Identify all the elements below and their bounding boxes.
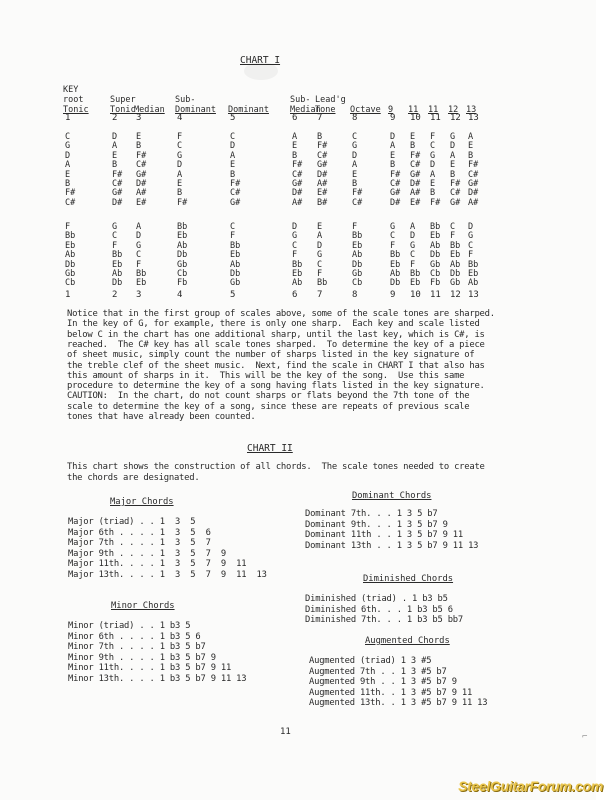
diminished-chord-row: Diminished (triad) . 1 b3 b5: [305, 594, 448, 604]
chart1-cell: D: [177, 160, 183, 171]
chart1-cell: B: [65, 179, 71, 189]
chart1-cell: E#: [136, 197, 147, 208]
dominant-chord-row: Dominant 11th . . 1 3 5 b7 9 11: [305, 530, 463, 541]
chart1-cell: D: [430, 160, 436, 171]
chart1-header-1: KEY: [63, 85, 79, 95]
chart1-cell: A: [430, 169, 436, 180]
chart1-cell: D: [450, 141, 456, 152]
minor-chord-row: Minor 7th . . . . 1 b3 5 b7: [68, 642, 206, 653]
chart1-cell: G: [112, 222, 118, 232]
chart1-cell: Eb: [410, 278, 421, 289]
chart1-cell: D: [390, 132, 396, 142]
chart1-cell: A#: [317, 179, 328, 189]
major-chord-row: Major 9th . . . . 1 3 5 7 9: [68, 548, 226, 559]
chart1-cell: Ab: [177, 240, 188, 251]
note-line: scale to determine the key of a song, since these are repeats of previous scale: [67, 401, 470, 412]
chart1-cell: G: [65, 141, 71, 152]
chart1-cell: G: [292, 231, 298, 242]
chart1-cell: E: [430, 179, 436, 189]
minor-chord-row: Minor 6th . . . . 1 b3 5 6: [68, 631, 201, 642]
chart1-cell: A#: [136, 188, 147, 199]
chart1-header-1: Tonic: [63, 105, 89, 115]
chart1-header-12: 12: [448, 105, 459, 115]
chart1-footer-number: 10: [410, 290, 421, 300]
chart1-cell: A: [468, 132, 474, 142]
chart2-title: CHART II: [247, 443, 293, 454]
chart1-cell: Db: [177, 250, 188, 261]
intro-line: the chords are designated.: [67, 472, 200, 483]
chart1-cell: Bb: [430, 222, 441, 232]
chart1-footer-number: 7: [317, 290, 323, 300]
chart1-cell: C#: [317, 150, 328, 161]
chart1-cell: Fb: [177, 278, 188, 289]
chart1-cell: Bb: [450, 240, 461, 251]
note-line: Notice that in the first group of scales above, some of the scale tones are sharped.: [67, 309, 495, 319]
chart1-cell: G#: [450, 197, 461, 208]
chart1-cell: Ab: [468, 278, 479, 289]
chart1-cell: C: [410, 250, 416, 261]
chart1-cell: E: [230, 160, 236, 171]
chart1-cell: E: [292, 141, 298, 152]
chart1-col-number: 12: [450, 113, 461, 123]
chart1-cell: Eb: [292, 269, 303, 279]
chart1-cell: B: [468, 150, 474, 161]
chart1-cell: C: [352, 132, 358, 142]
chart1-cell: D: [112, 132, 118, 142]
chart1-cell: B: [390, 160, 396, 171]
chart1-cell: F: [65, 222, 71, 232]
chart1-cell: D: [352, 150, 358, 161]
minor-chord-row: Minor 9th . . . . 1 b3 5 b7 9: [68, 652, 216, 663]
chart1-header-3: Median: [134, 105, 165, 115]
chart1-cell: A: [65, 160, 71, 171]
chart1-cell: D#: [317, 169, 328, 180]
chart1-cell: C: [65, 132, 71, 142]
chart1-cell: Eb: [230, 250, 241, 261]
dominant-chord-row: Dominant 7th. . . 1 3 5 b7: [305, 509, 438, 519]
chart1-cell: B: [450, 169, 456, 180]
chart1-cell: Ab: [292, 278, 303, 289]
chart1-cell: Bb: [65, 231, 76, 242]
chart1-cell: B: [230, 169, 236, 180]
chart1-cell: F: [177, 132, 183, 142]
minor-chord-row: Minor 13th. . . . 1 b3 5 b7 9 11 13: [68, 674, 247, 684]
dominant-chord-row: Dominant 13th . . 1 3 5 b7 9 11 13: [305, 540, 479, 551]
chart1-cell: Cb: [352, 278, 363, 289]
chart1-cell: F#: [317, 141, 328, 152]
chart1-cell: Bb: [230, 240, 241, 251]
chart1-cell: E: [410, 132, 416, 142]
chart1-cell: Ab: [352, 250, 363, 261]
chart1-cell: F: [352, 222, 358, 232]
chart1-cell: E: [112, 150, 118, 161]
chart1-cell: Gb: [177, 259, 188, 270]
chart1-cell: D: [65, 150, 71, 161]
chart1-cell: G#: [468, 179, 479, 189]
chart1-cell: F: [430, 132, 436, 142]
diminished-chord-row: Diminished 6th. . . 1 b3 b5 6: [305, 604, 453, 615]
chart1-cell: F#: [65, 188, 76, 199]
chart1-cell: C: [450, 222, 456, 232]
chart1-cell: G: [352, 141, 358, 152]
chart1-footer-number: 1: [65, 290, 71, 300]
chart1-cell: Eb: [468, 269, 479, 279]
chart1-cell: C#: [112, 179, 123, 189]
chart1-cell: Gb: [450, 278, 461, 289]
chart1-cell: Db: [390, 278, 401, 289]
chart1-cell: Ab: [430, 240, 441, 251]
chart1-cell: B: [410, 141, 416, 152]
note-line: this amount of sharps in it. This will be the key of the song. Use this same: [67, 370, 465, 381]
chart1-header-6: Median: [290, 105, 321, 115]
pencil-mark: ⌐: [582, 732, 588, 742]
chart1-header-1: root: [63, 95, 84, 105]
chart1-footer-number: 6: [292, 290, 298, 300]
chart1-cell: Bb: [352, 231, 363, 242]
chart1-cell: A#: [410, 188, 421, 199]
augmented-chord-row: Augmented 9th . . 1 3 #5 b7 9: [309, 677, 457, 688]
chart1-cell: Cb: [430, 269, 441, 279]
chart1-header-7: Lead'g: [315, 95, 346, 105]
major-chord-row: Major 6th . . . . 1 3 5 6: [68, 527, 211, 538]
note-line: In the key of G, for example, there is only one sharp. Each key and scale listed: [67, 319, 480, 330]
note-line: below C in the chart has one additional sharp, until the last key, which is C#, is: [67, 329, 485, 340]
chart1-cell: B: [352, 179, 358, 189]
chart1-cell: D#: [136, 179, 147, 189]
chart1-cell: B: [136, 141, 142, 152]
chart1-cell: Cb: [65, 278, 76, 289]
dominant-chords-title: Dominant Chords: [352, 491, 432, 501]
chart1-cell: C: [430, 141, 436, 152]
chart1-col-number: 8: [352, 113, 358, 123]
chart1-cell: D: [136, 231, 142, 242]
chart1-footer-number: 2: [112, 290, 118, 300]
chart1-cell: Bb: [112, 250, 123, 261]
augmented-chord-row: Augmented 13th. . 1 3 #5 b7 9 11 13: [309, 698, 488, 709]
chart1-cell: E: [136, 132, 142, 142]
page-number: 11: [280, 727, 291, 737]
chart1-cell: C: [390, 231, 396, 242]
chart1-cell: Eb: [65, 240, 76, 251]
chart1-cell: Eb: [112, 259, 123, 270]
chart1-cell: Bb: [390, 250, 401, 261]
chart1-cell: C: [112, 231, 118, 242]
major-chord-row: Major 7th . . . . 1 3 5 7: [68, 538, 211, 549]
chart1-cell: Ab: [112, 269, 123, 279]
chart1-cell: G: [410, 240, 416, 251]
chart1-col-number: 2: [112, 113, 118, 123]
chart1-cell: G#: [292, 179, 303, 189]
chart1-footer-number: 11: [430, 290, 441, 300]
augmented-chords-title: Augmented Chords: [365, 636, 450, 646]
chart1-cell: F#: [410, 150, 421, 161]
chart1-cell: Bb: [468, 259, 479, 270]
chart1-cell: A: [177, 169, 183, 180]
chart1-cell: Bb: [410, 269, 421, 279]
chart1-cell: C: [136, 250, 142, 261]
chart1-cell: B: [292, 150, 298, 161]
chart1-cell: F: [317, 269, 323, 279]
chart1-col-number: 13: [468, 113, 479, 123]
chart1-header-10: 11: [408, 105, 419, 115]
chart1-cell: C#: [352, 197, 363, 208]
chart1-cell: G#: [410, 169, 421, 180]
chart1-cell: Db: [112, 278, 123, 289]
chart1-cell: A: [317, 231, 323, 242]
chart1-cell: G: [390, 222, 396, 232]
chart1-cell: C#: [292, 169, 303, 180]
chart1-cell: D#: [112, 197, 123, 208]
diminished-chord-row: Diminished 7th. . . 1 b3 b5 bb7: [305, 615, 463, 626]
chart1-cell: C: [230, 132, 236, 142]
chart1-cell: F: [230, 231, 236, 242]
major-chord-row: Major (triad) . . 1 3 5: [68, 517, 196, 527]
chart1-col-number: 4: [177, 113, 183, 123]
chart1-col-number: 5: [230, 113, 236, 123]
chart1-header-8: Octave: [350, 105, 381, 115]
chart1-cell: F: [112, 240, 118, 251]
chart1-cell: C: [230, 222, 236, 232]
chart1-col-number: 3: [136, 113, 142, 123]
dominant-chord-row: Dominant 9th. . . 1 3 5 b7 9: [305, 519, 448, 530]
page-edge: [596, 0, 613, 800]
intro-line: This chart shows the construction of all chords. The scale tones needed to create: [67, 462, 485, 472]
chart1-cell: F#: [292, 160, 303, 171]
chart1-col-number: 11: [430, 113, 441, 123]
chart1-cell: E: [352, 169, 358, 180]
major-chord-row: Major 13th. . . . 1 3 5 7 9 11 13: [68, 570, 267, 580]
chart1-cell: Db: [430, 250, 441, 261]
chart1-cell: F: [410, 259, 416, 270]
chart1-header-13: 13: [466, 105, 477, 115]
chart1-cell: A: [352, 160, 358, 171]
chart1-footer-number: 13: [468, 290, 479, 300]
diminished-chords-title: Diminished Chords: [363, 574, 454, 584]
chart1-cell: A#: [292, 197, 303, 208]
chart1-footer-number: 4: [177, 290, 183, 300]
chart1-footer-number: 3: [136, 290, 142, 300]
chart1-cell: A: [292, 132, 298, 142]
augmented-chord-row: Augmented 11th. . 1 3 #5 b7 9 11: [309, 687, 473, 698]
chart1-cell: F#: [230, 179, 241, 189]
chart1-cell: F: [450, 231, 456, 242]
chart1-cell: E: [177, 179, 183, 189]
chart1-cell: Bb: [177, 222, 188, 232]
chart1-cell: G: [450, 132, 456, 142]
chart1-col-number: 1: [65, 113, 71, 123]
chart1-cell: C#: [390, 179, 401, 189]
chart1-cell: G: [177, 150, 183, 161]
chart1-cell: F#: [430, 197, 441, 208]
chart1-header-2: Tonic: [110, 105, 136, 115]
chart1-cell: D#: [292, 188, 303, 199]
chart1-cell: C#: [410, 160, 421, 171]
note-line: CAUTION: In the chart, do not count sharps or flats beyond the 7th tone of the: [67, 391, 470, 402]
chart1-cell: E: [390, 150, 396, 161]
note-line: reached. The C# key has all scale tones sharped. To determine the key of a piece: [67, 339, 485, 350]
major-chords-title: Major Chords: [110, 497, 174, 507]
chart1-col-number: 7: [317, 113, 323, 123]
note-line: the treble clef of the sheet music. Next, find the scale in CHART I that also has: [67, 360, 485, 371]
chart1-cell: G#: [317, 160, 328, 171]
chart1-cell: D: [468, 222, 474, 232]
chart1-cell: C: [468, 240, 474, 251]
chart1-cell: A: [136, 222, 142, 232]
chart1-cell: B: [112, 160, 118, 171]
chart1-cell: F#: [177, 197, 188, 208]
forum-watermark[interactable]: SteelGuitarForum.com: [458, 778, 603, 794]
chart1-cell: F#: [136, 150, 147, 161]
minor-chord-row: Minor 11th. . . . 1 b3 5 b7 9 11: [68, 663, 232, 674]
chart1-cell: D: [317, 240, 323, 251]
chart1-cell: G: [468, 231, 474, 242]
chart1-cell: A: [450, 150, 456, 161]
chart1-cell: B: [177, 188, 183, 199]
chart1-footer-number: 8: [352, 290, 358, 300]
chart1-cell: F: [390, 240, 396, 251]
chart1-header-9: 9: [388, 105, 394, 115]
chart1-cell: E: [65, 169, 71, 180]
chart1-cell: Cb: [177, 269, 188, 279]
chart1-cell: D#: [410, 179, 421, 189]
chart1-cell: A: [410, 222, 416, 232]
chart1-cell: C: [317, 259, 323, 270]
chart1-header-5: Dominant: [228, 105, 269, 115]
chart1-col-number: 10: [410, 113, 421, 123]
chart1-cell: F: [136, 259, 142, 270]
chart1-cell: D: [292, 222, 298, 232]
note-line: of sheet music, simply count the number of sharps listed in the key signature of: [67, 350, 475, 361]
chart1-cell: C#: [468, 169, 479, 180]
chart1-cell: C#: [136, 160, 147, 171]
chart1-cell: Db: [352, 259, 363, 270]
chart1-header-7: Tone: [315, 105, 336, 115]
chart1-col-number: 6: [292, 113, 298, 123]
chart1-header-4: Dominant: [175, 105, 216, 115]
chart1-cell: Eb: [136, 278, 147, 289]
chart1-cell: Eb: [430, 231, 441, 242]
chart1-cell: A: [230, 150, 236, 161]
chart1-cell: Db: [230, 269, 241, 279]
chart1-header-6: Sub-: [290, 95, 311, 105]
chart1-cell: F#: [390, 169, 401, 180]
chart1-cell: Eb: [450, 250, 461, 261]
chart1-cell: G#: [112, 188, 123, 199]
note-line: tones that have already been counted.: [67, 412, 256, 422]
chart1-cell: B#: [317, 197, 328, 208]
chart1-cell: Bb: [292, 259, 303, 270]
chart1-cell: F#: [352, 188, 363, 199]
chart1-cell: F#: [450, 179, 461, 189]
chart1-cell: E#: [410, 197, 421, 208]
chart1-cell: Bb: [136, 269, 147, 279]
chart1-cell: Gb: [352, 269, 363, 279]
chart1-cell: E#: [317, 188, 328, 199]
chart1-cell: E: [450, 160, 456, 171]
chart1-cell: A: [112, 141, 118, 152]
chart1-footer-number: 12: [450, 290, 461, 300]
chart1-footer-number: 5: [230, 290, 236, 300]
chart1-cell: Db: [450, 269, 461, 279]
chart1-cell: B: [430, 188, 436, 199]
chart1-cell: Eb: [352, 240, 363, 251]
chart1-header-2: Super: [110, 95, 136, 105]
chart1-cell: Db: [65, 259, 76, 270]
chart1-cell: D#: [390, 197, 401, 208]
chart1-cell: G: [317, 250, 323, 261]
chart1-cell: Gb: [230, 278, 241, 289]
augmented-chord-row: Augmented (triad) 1 3 #5: [309, 656, 432, 666]
chart1-cell: Ab: [390, 269, 401, 279]
chart1-cell: D: [410, 231, 416, 242]
chart1-cell: A: [390, 141, 396, 152]
chart1-cell: Ab: [65, 250, 76, 261]
minor-chord-row: Minor (triad) . . 1 b3 5: [68, 621, 191, 631]
chart1-cell: D#: [468, 188, 479, 199]
chart1-cell: B: [317, 132, 323, 142]
chart1-cell: C#: [230, 188, 241, 199]
chart1-cell: C: [292, 240, 298, 251]
chart1-cell: Gb: [430, 259, 441, 270]
chart1-cell: Bb: [317, 278, 328, 289]
chart1-cell: Fb: [430, 278, 441, 289]
chart1-cell: F: [468, 250, 474, 261]
chart1-cell: C#: [450, 188, 461, 199]
chart1-cell: G#: [136, 169, 147, 180]
chart1-title: CHART I: [240, 55, 281, 66]
chart1-cell: A#: [468, 197, 479, 208]
chart1-cell: E: [317, 222, 323, 232]
chart1-cell: Ab: [230, 259, 241, 270]
chart1-cell: Eb: [390, 259, 401, 270]
chart1-cell: Ab: [450, 259, 461, 270]
minor-chords-title: Minor Chords: [111, 601, 175, 611]
chart1-cell: C#: [65, 197, 76, 208]
chart1-cell: C: [177, 141, 183, 152]
chart1-footer-number: 9: [390, 290, 396, 300]
chart1-cell: D: [230, 141, 236, 152]
chart1-cell: E: [468, 141, 474, 152]
chart1-cell: Gb: [65, 269, 76, 279]
chart1-cell: F#: [112, 169, 123, 180]
chart1-cell: G: [136, 240, 142, 251]
chart1-cell: Eb: [177, 231, 188, 242]
chart1-header-4: Sub-: [175, 95, 196, 105]
note-line: procedure to determine the key of a song having flats listed in the key signature.: [67, 381, 485, 392]
chart1-cell: G#: [390, 188, 401, 199]
chart1-cell: F#: [468, 160, 479, 171]
chart1-cell: F: [292, 250, 298, 261]
chart1-cell: G#: [230, 197, 241, 208]
augmented-chord-row: Augmented 7th . . 1 3 #5 b7: [309, 666, 447, 677]
major-chord-row: Major 11th. . . . 1 3 5 7 9 11: [68, 559, 247, 570]
chart1-col-number: 9: [390, 113, 396, 123]
chart1-header-11: 11: [428, 105, 439, 115]
chart1-cell: G: [430, 150, 436, 161]
